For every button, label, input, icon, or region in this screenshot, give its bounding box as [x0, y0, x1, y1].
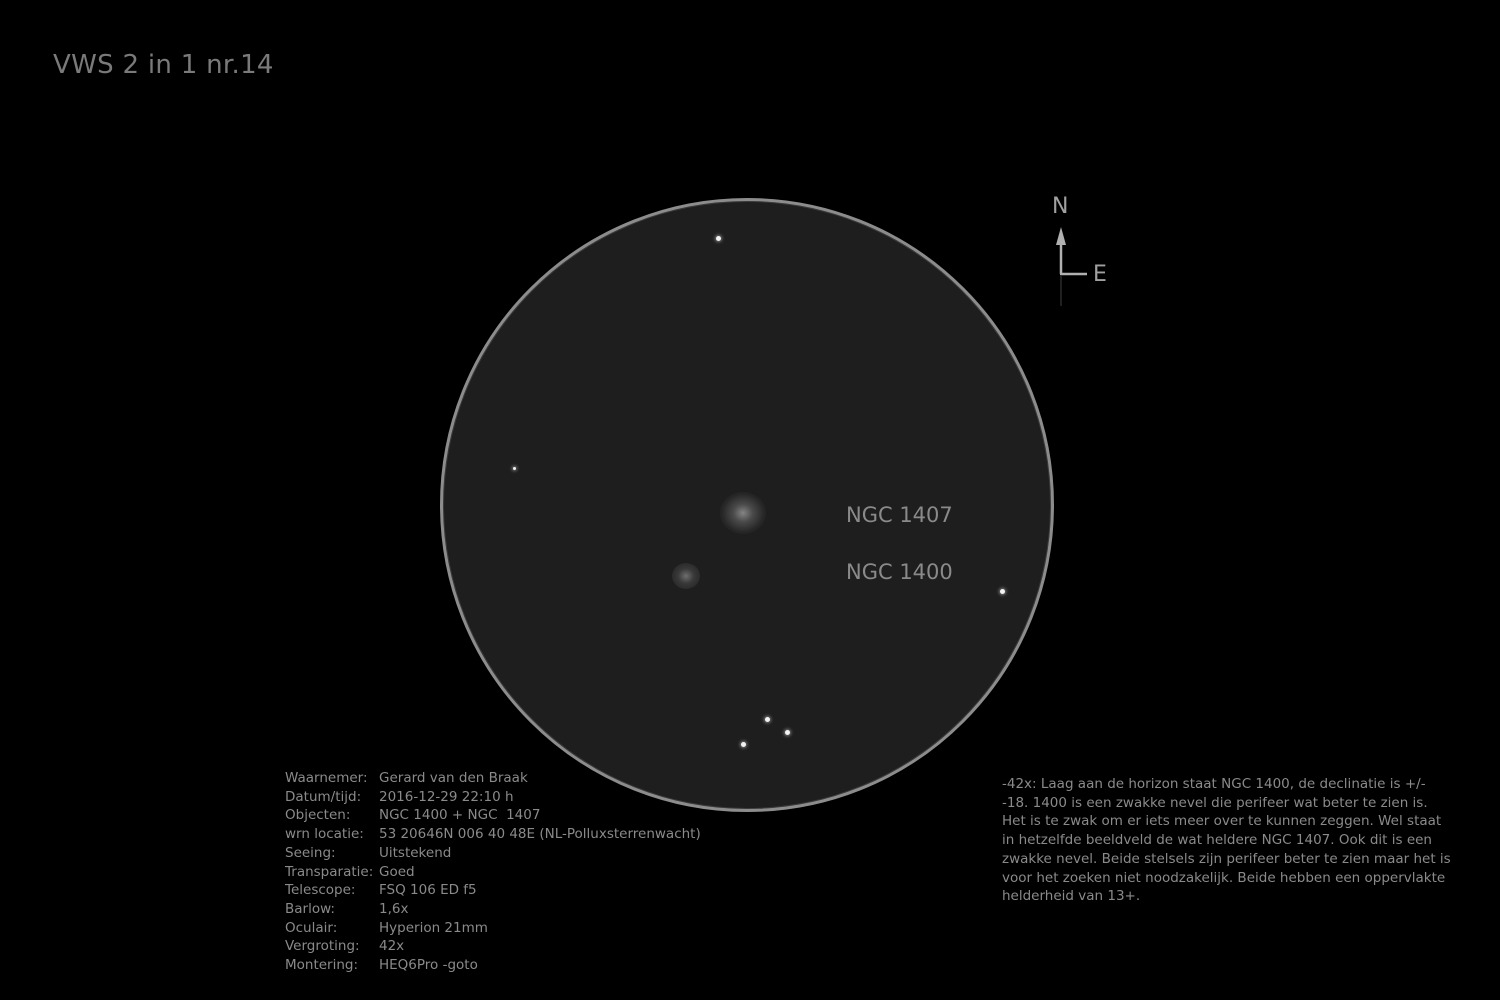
- info-row: [285, 825, 701, 844]
- info-label: Transparatie:: [285, 863, 374, 880]
- info-value: Hyperion 21mm: [379, 919, 488, 936]
- info-label: Datum/tijd:: [285, 788, 362, 805]
- info-value: 53 20646N 006 40 48E (NL-Polluxsterrenwacht): [379, 826, 701, 843]
- star: [785, 730, 790, 735]
- info-label: Montering:: [285, 957, 359, 974]
- galaxy-ngc-1400: [672, 563, 700, 589]
- star: [741, 742, 746, 747]
- info-label: wrn locatie:: [285, 826, 364, 843]
- label-ngc-1400: NGC 1400: [846, 560, 953, 584]
- info-row: [285, 806, 701, 825]
- star: [716, 236, 721, 241]
- info-value: HEQ6Pro -goto: [379, 957, 478, 974]
- sketch-title: VWS 2 in 1 nr.14: [53, 50, 274, 80]
- info-label: Vergroting:: [285, 938, 360, 955]
- info-value: 42x: [379, 938, 405, 955]
- info-value: Gerard van den Braak: [379, 770, 528, 786]
- compass-east-label: E: [1093, 262, 1107, 287]
- star: [513, 467, 516, 470]
- info-label: Telescope:: [285, 882, 356, 899]
- info-value: 2016-12-29 22:10 h: [379, 788, 514, 805]
- info-value: NGC 1400 + NGC 1407: [379, 807, 541, 824]
- info-row: [285, 900, 701, 919]
- info-label: Seeing:: [285, 844, 336, 861]
- star: [765, 717, 770, 722]
- info-row: [285, 919, 701, 938]
- info-row: [285, 937, 701, 956]
- star: [1000, 589, 1005, 594]
- info-value: 1,6x: [379, 900, 409, 917]
- info-row: [285, 844, 701, 863]
- info-row: [285, 863, 701, 882]
- info-row: [285, 788, 701, 807]
- compass-rose: [1045, 190, 1125, 310]
- observation-info: [285, 769, 701, 975]
- info-value: Goed: [379, 863, 415, 880]
- info-row: [285, 769, 701, 788]
- info-row: [285, 956, 701, 975]
- observation-notes: -42x: Laag aan de horizon staat NGC 1400, de declinatie is +/- -18. 1400 is een zwakke nevel die perifeer wat beter te zien is. Het is te zwak om er iets meer over te kunnen zeggen. Wel staat in hetzelfde beeldveld de wat heldere NGC 1407. Ook dit is een zwakke nevel. Beide stelsels zijn perifeer beter te zien maar het is voor het zoeken niet noodzakelijk. Beide hebben een oppervlakte helderheid van 13+.: [1002, 776, 1451, 905]
- info-row: [285, 881, 701, 900]
- info-label: Barlow:: [285, 900, 335, 917]
- info-label: Objecten:: [285, 807, 351, 824]
- info-label: Oculair:: [285, 919, 338, 936]
- info-value: FSQ 106 ED f5: [379, 882, 477, 899]
- galaxy-ngc-1407: [720, 492, 766, 534]
- compass-north-label: N: [1052, 194, 1069, 219]
- info-label: Waarnemer:: [285, 770, 368, 786]
- info-value: Uitstekend: [379, 844, 452, 861]
- label-ngc-1407: NGC 1407: [846, 503, 953, 527]
